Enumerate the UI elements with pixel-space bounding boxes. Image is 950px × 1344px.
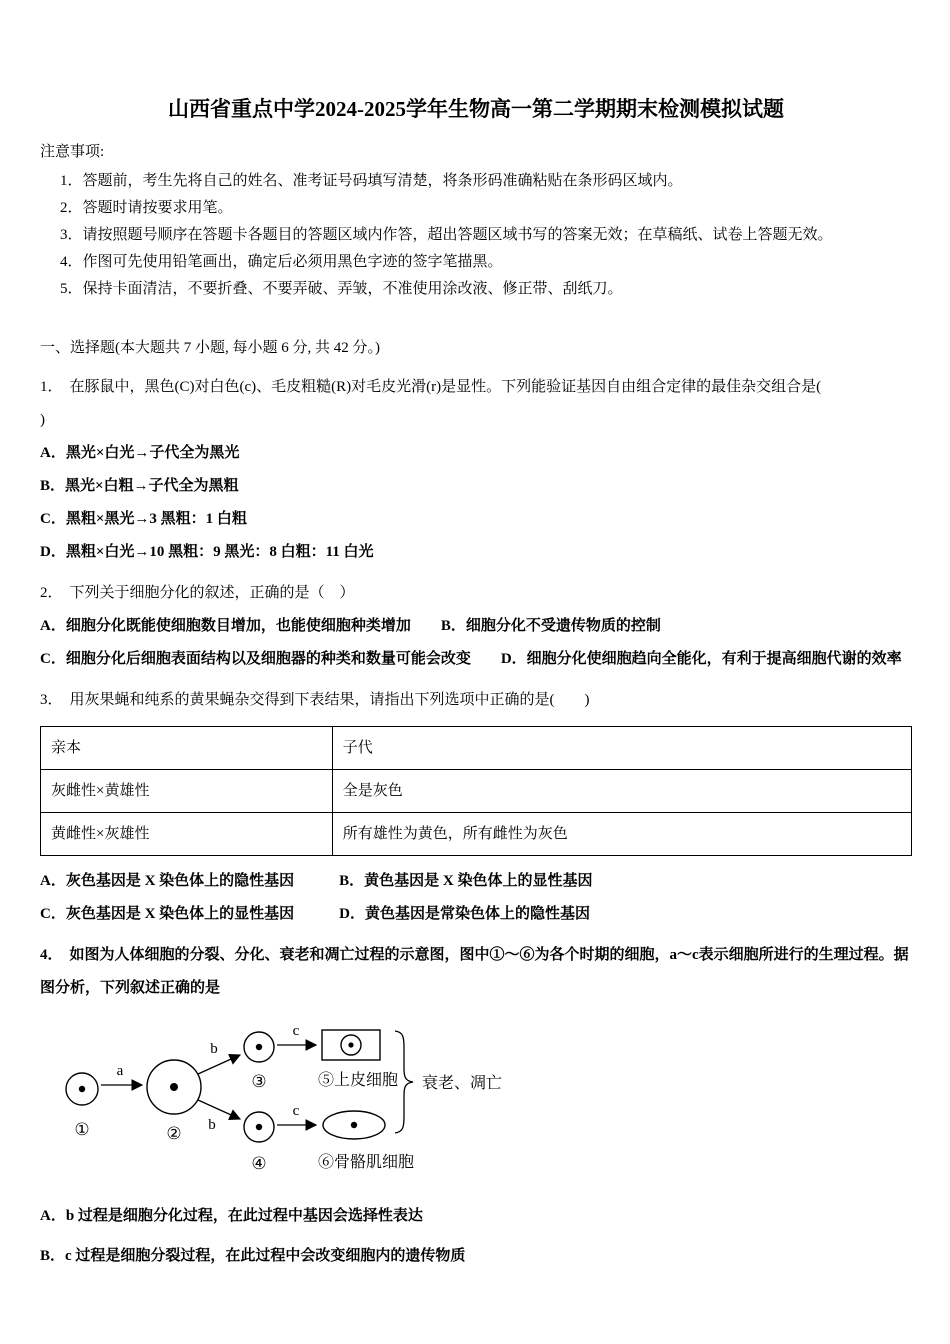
question-3 [40,684,912,931]
table-header-row [41,727,912,770]
table-row-1-parents: 灰雌性×黄雄性 [41,770,333,813]
question-3-stem [40,684,912,717]
cell-3-label: ③ [251,1072,267,1091]
exam-title: 山西省重点中学2024-2025学年生物高一第二学期期末检测模拟试题 [168,97,784,121]
cell-6-label: ⑥骨骼肌细胞 [318,1154,415,1171]
cross-results-table [40,726,912,856]
aging-apoptosis-label: 衰老、凋亡 [422,1075,503,1092]
cell-5-nucleus [348,1042,353,1047]
table-row-2-parents: 黄雌性×灰雄性 [41,813,333,856]
question-2-number: 2． [40,585,63,601]
question-4 [40,939,912,1276]
notice-item-3: 3．请按照题号顺序在答题卡各题目的答题区域内作答，超出答题区域书写的答案无效；在草稿纸、试卷上答题无效。 [60,227,833,243]
cell-2-nucleus [170,1083,178,1091]
question-2-stem-text: 下列关于细胞分化的叙述，正确的是（ ） [69,585,355,601]
question-4-stem-text: 如图为人体细胞的分裂、分化、衰老和凋亡过程的示意图，图中①～⑥为各个时期的细胞，a～c表示细胞所进行的生理过程。据图分析，下列叙述正确的是 [40,947,909,996]
process-b-label-top: b [210,1041,218,1057]
notice-item-5: 5．保持卡面清洁，不要折叠、不要弄破、弄皱，不准使用涂改液、修正带、刮纸刀。 [60,281,623,297]
question-2 [40,577,912,676]
notice-item-1: 1．答题前，考生先将自己的姓名、准考证号码填写清楚，将条形码准确粘贴在条形码区域内。 [60,173,683,189]
question-1-number: 1． [40,379,63,395]
cell-process-diagram-wrap [54,1017,912,1190]
question-2-options-ab: A．细胞分化既能使细胞数目增加，也能使细胞种类增加 B．细胞分化不受遗传物质的控制 [40,618,661,634]
cell-process-diagram [54,1017,554,1185]
question-1 [40,371,912,569]
table-header-offspring: 子代 [332,727,911,770]
question-2-stem [40,577,912,610]
question-2-options-cd: C．细胞分化后细胞表面结构以及细胞器的种类和数量可能会改变 D．细胞分化使细胞趋向全能化，有利于提高细胞代谢的效率 [40,651,902,667]
question-1-option-d: D．黑粗×白光→10 黑粗：9 黑光：8 白粗：11 白光 [40,544,374,560]
notice-section [40,141,912,303]
question-3-stem-text: 用灰果蝇和纯系的黄果蝇杂交得到下表结果，请指出下列选项中正确的是( ) [69,692,590,708]
table-header-parents: 亲本 [41,727,333,770]
question-1-option-a: A．黑光×白光→子代全为黑光 [40,445,240,461]
table-row-2 [41,813,912,856]
cell-3-nucleus [256,1044,262,1050]
process-c-label-bottom: c [292,1103,300,1119]
cell-1-nucleus [79,1086,85,1092]
cell-1-label: ① [74,1120,90,1139]
question-3-options-cd: C．灰色基因是 X 染色体上的显性基因 D．黄色基因是常染色体上的隐性基因 [40,906,591,922]
question-4-option-b: B．c 过程是细胞分裂过程，在此过程中会改变细胞内的遗传物质 [40,1248,466,1264]
question-4-number: 4． [40,947,63,963]
process-a-label: a [116,1063,124,1079]
arrow-b-top [198,1055,240,1074]
question-1-stem-text: 在豚鼠中，黑色(C)对白色(c)、毛皮粗糙(R)对毛皮光滑(r)是显性。下列能验证基因自由组合定律的最佳杂交组合是( [69,379,822,395]
question-1-option-c: C．黑粗×黑光→3 黑粗：1 白粗 [40,511,247,527]
cell-2-label: ② [166,1124,182,1143]
process-c-label-top: c [292,1023,300,1039]
section-heading-choice: 一、选择题(本大题共 7 小题, 每小题 6 分, 共 42 分。) [40,340,380,356]
question-1-option-b: B．黑光×白粗→子代全为黑粗 [40,478,239,494]
question-1-stem-close: ) [40,412,45,428]
cell-4-nucleus [256,1124,262,1130]
question-1-stem [40,371,912,437]
question-3-options-ab: A．灰色基因是 X 染色体上的隐性基因 B．黄色基因是 X 染色体上的显性基因 [40,873,593,889]
question-4-option-a: A．b 过程是细胞分化过程，在此过程中基因会选择性表达 [40,1208,423,1224]
table-row-2-offspring: 所有雄性为黄色，所有雌性为灰色 [332,813,911,856]
process-b-label-bottom: b [208,1117,216,1133]
notice-heading: 注意事项: [40,144,105,160]
table-row-1-offspring: 全是灰色 [332,770,911,813]
arrow-b-bottom [198,1100,240,1119]
table-row-1 [41,770,912,813]
cell-6-nucleus [351,1122,357,1128]
notice-item-2: 2．答题时请按要求用笔。 [60,200,233,216]
question-3-number: 3． [40,692,63,708]
cell-5-label: ⑤上皮细胞 [318,1072,399,1089]
cell-4-label: ④ [251,1154,267,1173]
question-4-stem [40,939,912,1005]
notice-item-4: 4．作图可先使用铅笔画出，确定后必须用黑色字迹的签字笔描黑。 [60,254,503,270]
